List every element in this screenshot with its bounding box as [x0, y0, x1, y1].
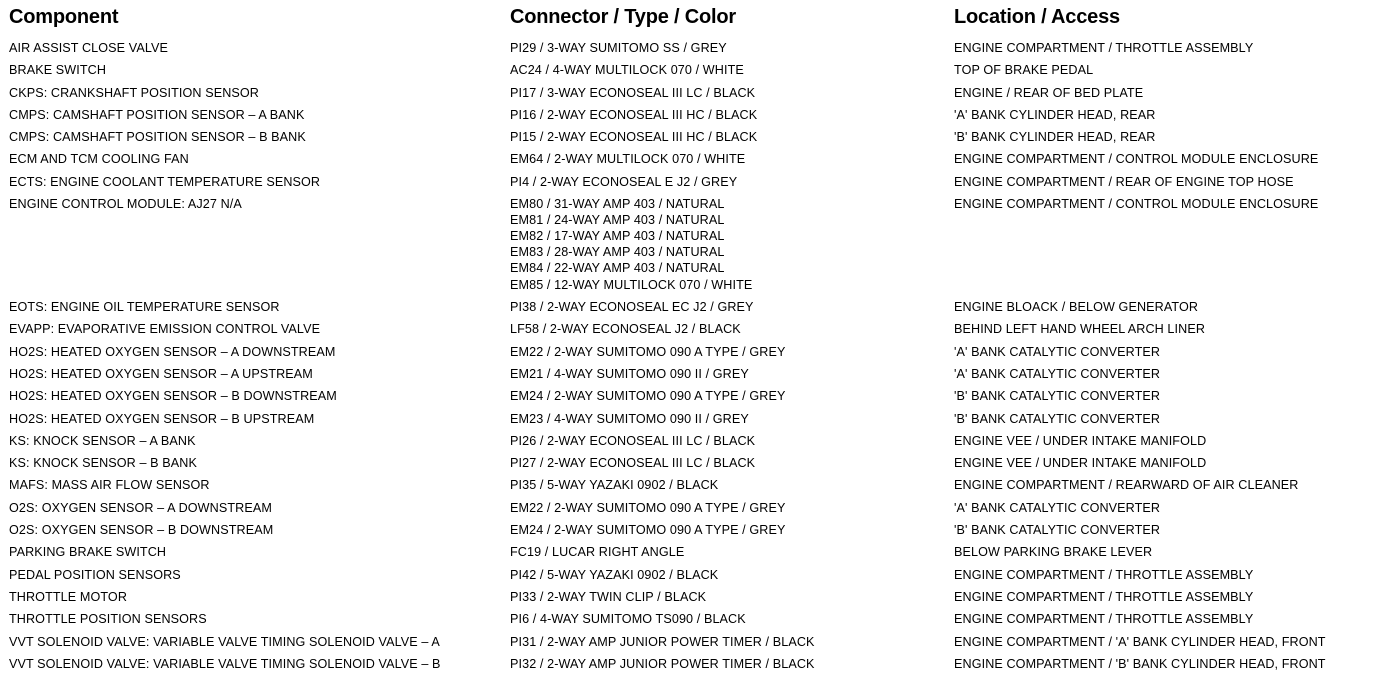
connector-line: PI33 / 2-WAY TWIN CLIP / BLACK: [510, 589, 707, 604]
connector-line: EM22 / 2-WAY SUMITOMO 090 A TYPE / GREY: [510, 500, 786, 515]
location-cell: ENGINE VEE / UNDER INTAKE MANIFOLD: [954, 456, 1207, 471]
table-row: [0, 107, 1392, 129]
component-cell: HO2S: HEATED OXYGEN SENSOR – A DOWNSTREAM: [9, 344, 336, 359]
table-row: [0, 62, 1392, 84]
component-cell: HO2S: HEATED OXYGEN SENSOR – B UPSTREAM: [9, 411, 315, 426]
component-cell: CMPS: CAMSHAFT POSITION SENSOR – A BANK: [9, 107, 305, 122]
table-row: [0, 151, 1392, 173]
component-cell: PARKING BRAKE SWITCH: [9, 545, 167, 560]
table-header: [0, 6, 1392, 36]
location-cell: 'A' BANK CATALYTIC CONVERTER: [954, 500, 1161, 515]
connector-line: EM83 / 28-WAY AMP 403 / NATURAL: [510, 245, 725, 260]
component-cell: VVT SOLENOID VALVE: VARIABLE VALVE TIMING SOLENOID VALVE – B: [9, 656, 441, 671]
location-cell: BELOW PARKING BRAKE LEVER: [954, 545, 1153, 560]
table-row: [0, 129, 1392, 151]
connector-cell: [510, 411, 950, 427]
connector-line: EM21 / 4-WAY SUMITOMO 090 II / GREY: [510, 366, 749, 381]
connector-cell: [510, 455, 950, 471]
connector-line: PI6 / 4-WAY SUMITOMO TS090 / BLACK: [510, 612, 746, 627]
connector-line: EM22 / 2-WAY SUMITOMO 090 A TYPE / GREY: [510, 344, 786, 359]
connector-cell: [510, 196, 950, 293]
table-row: [0, 85, 1392, 107]
location-column-header: Location / Access: [954, 6, 1120, 28]
connector-line: PI35 / 5-WAY YAZAKI 0902 / BLACK: [510, 478, 719, 493]
component-cell: CKPS: CRANKSHAFT POSITION SENSOR: [9, 85, 259, 100]
connector-line: EM80 / 31-WAY AMP 403 / NATURAL: [510, 197, 725, 212]
connector-line: PI38 / 2-WAY ECONOSEAL EC J2 / GREY: [510, 300, 754, 315]
connector-cell: [510, 344, 950, 360]
connector-cell: [510, 656, 950, 672]
connector-cell: [510, 40, 950, 56]
component-cell: HO2S: HEATED OXYGEN SENSOR – B DOWNSTREAM: [9, 389, 337, 404]
connector-line: PI15 / 2-WAY ECONOSEAL III HC / BLACK: [510, 130, 758, 145]
component-cell: KS: KNOCK SENSOR – A BANK: [9, 433, 196, 448]
location-cell: 'B' BANK CATALYTIC CONVERTER: [954, 411, 1161, 426]
table-row: [0, 544, 1392, 566]
connector-cell: [510, 567, 950, 583]
connector-cell: [510, 611, 950, 627]
table-row: [0, 611, 1392, 633]
location-cell: ENGINE / REAR OF BED PLATE: [954, 85, 1144, 100]
component-cell: ECM AND TCM COOLING FAN: [9, 152, 189, 167]
table-row: [0, 388, 1392, 410]
location-cell: ENGINE COMPARTMENT / THROTTLE ASSEMBLY: [954, 567, 1254, 582]
table-row: [0, 522, 1392, 544]
table-row: [0, 299, 1392, 321]
table-row: [0, 656, 1392, 678]
connector-line: AC24 / 4-WAY MULTILOCK 070 / WHITE: [510, 63, 744, 78]
table-row: [0, 567, 1392, 589]
location-cell: ENGINE COMPARTMENT / THROTTLE ASSEMBLY: [954, 589, 1254, 604]
location-cell: ENGINE COMPARTMENT / CONTROL MODULE ENCLOSURE: [954, 197, 1319, 212]
connector-line: EM85 / 12-WAY MULTILOCK 070 / WHITE: [510, 277, 753, 292]
connector-cell: [510, 634, 950, 650]
connector-line: PI26 / 2-WAY ECONOSEAL III LC / BLACK: [510, 433, 756, 448]
location-cell: ENGINE COMPARTMENT / REARWARD OF AIR CLEANER: [954, 478, 1299, 493]
location-cell: 'A' BANK CYLINDER HEAD, REAR: [954, 107, 1156, 122]
connector-cell: [510, 107, 950, 123]
table-row: [0, 455, 1392, 477]
connector-line: PI4 / 2-WAY ECONOSEAL E J2 / GREY: [510, 174, 738, 189]
location-cell: 'B' BANK CATALYTIC CONVERTER: [954, 389, 1161, 404]
connector-line: LF58 / 2-WAY ECONOSEAL J2 / BLACK: [510, 322, 741, 337]
connector-line: FC19 / LUCAR RIGHT ANGLE: [510, 545, 685, 560]
location-cell: ENGINE COMPARTMENT / CONTROL MODULE ENCLOSURE: [954, 152, 1319, 167]
table-row: [0, 589, 1392, 611]
component-cell: HO2S: HEATED OXYGEN SENSOR – A UPSTREAM: [9, 366, 313, 381]
connector-line: PI27 / 2-WAY ECONOSEAL III LC / BLACK: [510, 456, 756, 471]
table-row: [0, 433, 1392, 455]
connector-cell: [510, 366, 950, 382]
connector-cell: [510, 129, 950, 145]
connector-line: PI17 / 3-WAY ECONOSEAL III LC / BLACK: [510, 85, 756, 100]
connector-line: EM23 / 4-WAY SUMITOMO 090 II / GREY: [510, 411, 749, 426]
connector-line: PI42 / 5-WAY YAZAKI 0902 / BLACK: [510, 567, 719, 582]
component-cell: THROTTLE MOTOR: [9, 589, 128, 604]
connector-cell: [510, 500, 950, 516]
table-row: [0, 366, 1392, 388]
component-cell: VVT SOLENOID VALVE: VARIABLE VALVE TIMING SOLENOID VALVE – A: [9, 634, 440, 649]
component-cell: EVAPP: EVAPORATIVE EMISSION CONTROL VALVE: [9, 322, 321, 337]
location-cell: BEHIND LEFT HAND WHEEL ARCH LINER: [954, 322, 1206, 337]
connector-cell: [510, 174, 950, 190]
component-cell: O2S: OXYGEN SENSOR – B DOWNSTREAM: [9, 523, 274, 538]
connector-line: EM24 / 2-WAY SUMITOMO 090 A TYPE / GREY: [510, 389, 786, 404]
connector-line: EM64 / 2-WAY MULTILOCK 070 / WHITE: [510, 152, 746, 167]
connector-cell: [510, 321, 950, 337]
table-row: [0, 411, 1392, 433]
component-cell: ECTS: ENGINE COOLANT TEMPERATURE SENSOR: [9, 174, 321, 189]
connector-cell: [510, 62, 950, 78]
connector-line: EM24 / 2-WAY SUMITOMO 090 A TYPE / GREY: [510, 523, 786, 538]
connector-cell: [510, 151, 950, 167]
table-row: [0, 634, 1392, 656]
location-cell: 'A' BANK CATALYTIC CONVERTER: [954, 344, 1161, 359]
component-cell: ENGINE CONTROL MODULE: AJ27 N/A: [9, 197, 242, 212]
component-cell: PEDAL POSITION SENSORS: [9, 567, 181, 582]
location-cell: 'B' BANK CATALYTIC CONVERTER: [954, 523, 1161, 538]
connector-line: PI31 / 2-WAY AMP JUNIOR POWER TIMER / BLACK: [510, 634, 815, 649]
component-cell: THROTTLE POSITION SENSORS: [9, 612, 207, 627]
location-cell: ENGINE COMPARTMENT / THROTTLE ASSEMBLY: [954, 41, 1254, 55]
table-row: [0, 40, 1392, 62]
component-cell: O2S: OXYGEN SENSOR – A DOWNSTREAM: [9, 500, 272, 515]
table-row: [0, 196, 1392, 299]
connector-cell: [510, 544, 950, 560]
connector-cell: [510, 433, 950, 449]
component-cell: BRAKE SWITCH: [9, 63, 107, 78]
connector-cell: [510, 85, 950, 101]
location-cell: ENGINE COMPARTMENT / 'A' BANK CYLINDER HEAD, FRONT: [954, 634, 1326, 649]
location-cell: ENGINE VEE / UNDER INTAKE MANIFOLD: [954, 433, 1207, 448]
connector-cell: [510, 477, 950, 493]
connector-column-header: Connector / Type / Color: [510, 6, 736, 28]
component-cell: MAFS: MASS AIR FLOW SENSOR: [9, 478, 210, 493]
table-row: [0, 174, 1392, 196]
connector-line: PI16 / 2-WAY ECONOSEAL III HC / BLACK: [510, 107, 758, 122]
component-column-header: Component: [9, 6, 119, 28]
connector-cell: [510, 299, 950, 315]
location-cell: 'A' BANK CATALYTIC CONVERTER: [954, 366, 1161, 381]
connector-cell: [510, 388, 950, 404]
connector-line: EM81 / 24-WAY AMP 403 / NATURAL: [510, 213, 725, 228]
connector-cell: [510, 589, 950, 605]
component-cell: KS: KNOCK SENSOR – B BANK: [9, 456, 197, 471]
location-cell: ENGINE COMPARTMENT / REAR OF ENGINE TOP HOSE: [954, 174, 1294, 189]
connector-line: PI29 / 3-WAY SUMITOMO SS / GREY: [510, 41, 727, 55]
connector-line: PI32 / 2-WAY AMP JUNIOR POWER TIMER / BLACK: [510, 656, 815, 671]
location-cell: ENGINE COMPARTMENT / 'B' BANK CYLINDER HEAD, FRONT: [954, 656, 1326, 671]
table-row: [0, 477, 1392, 499]
table-row: [0, 344, 1392, 366]
location-cell: TOP OF BRAKE PEDAL: [954, 63, 1094, 78]
component-cell: CMPS: CAMSHAFT POSITION SENSOR – B BANK: [9, 130, 306, 145]
connector-cell: [510, 522, 950, 538]
connector-line: EM82 / 17-WAY AMP 403 / NATURAL: [510, 229, 725, 244]
component-cell: AIR ASSIST CLOSE VALVE: [9, 41, 168, 55]
connector-line: EM84 / 22-WAY AMP 403 / NATURAL: [510, 261, 725, 276]
component-cell: EOTS: ENGINE OIL TEMPERATURE SENSOR: [9, 300, 280, 315]
location-cell: ENGINE BLOACK / BELOW GENERATOR: [954, 300, 1199, 315]
table-row: [0, 321, 1392, 343]
table-row: [0, 500, 1392, 522]
location-cell: 'B' BANK CYLINDER HEAD, REAR: [954, 130, 1156, 145]
component-table: [0, 40, 1392, 678]
location-cell: ENGINE COMPARTMENT / THROTTLE ASSEMBLY: [954, 612, 1254, 627]
